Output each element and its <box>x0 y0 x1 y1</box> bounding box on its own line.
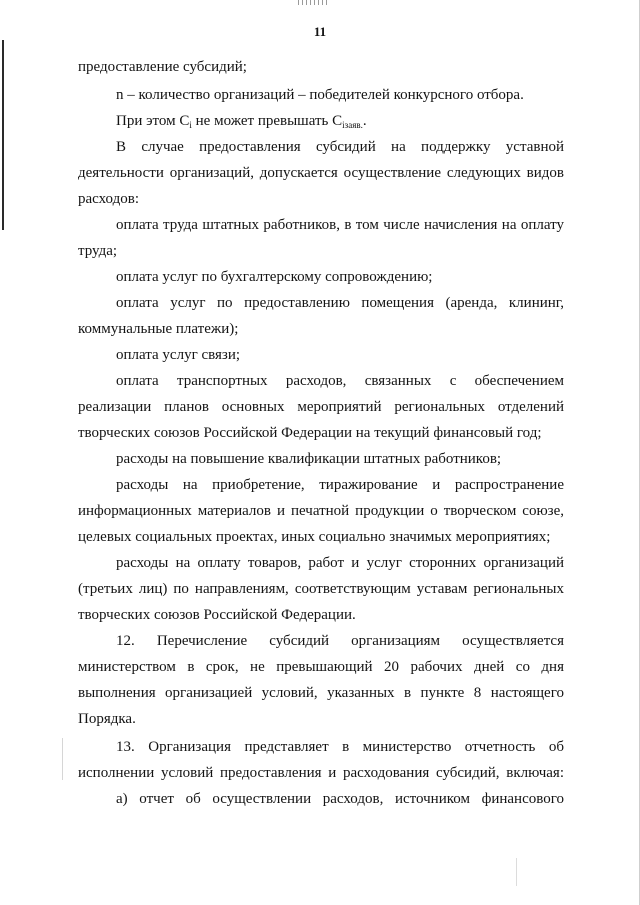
text-line: творческих союзов Российской Федерации. <box>78 607 356 623</box>
text-line: расходы на оплату товаров, работ и услуг сторонних организаций <box>116 555 564 571</box>
text-line: (третьих лиц) по направлениям, соответствующим уставам региональных <box>78 581 564 597</box>
text-line: Порядка. <box>78 711 136 727</box>
text-line: министерством в срок, не превышающий 20 рабочих дней со дня <box>78 659 564 675</box>
text-line: коммунальные платежи); <box>78 321 239 337</box>
text-line: реализации планов основных мероприятий региональных отделений <box>78 399 564 415</box>
text-line: труда; <box>78 243 118 259</box>
text-line: расходы на приобретение, тиражирование и распространение <box>116 477 564 493</box>
text-line: информационных материалов и печатной продукции о творческом союзе, <box>78 503 564 519</box>
text-line: предоставление субсидий; <box>78 59 247 75</box>
text-line: расходы на повышение квалификации штатных работников; <box>116 451 502 467</box>
text-line: 12. Перечисление субсидий организациям осуществляется <box>116 633 564 649</box>
page-number: 11 <box>313 24 327 39</box>
text-line: оплата транспортных расходов, связанных с обеспечением <box>116 373 564 389</box>
text-line: творческих союзов Российской Федерации на текущий финансовый год; <box>78 425 542 441</box>
text-line: целевых социальных проектах, иных социально значимых мероприятиях; <box>78 529 551 545</box>
text-line: выполнения организацией условий, указанных в пункте 8 настоящего <box>78 685 564 701</box>
text-line: n – количество организаций – победителей конкурсного отбора. <box>116 87 524 103</box>
scan-artifact-faint <box>516 858 517 886</box>
scan-artifact-faint <box>62 738 63 780</box>
text-line: оплата услуг связи; <box>116 347 241 363</box>
text-line: а) отчет об осуществлении расходов, источником финансового <box>116 791 564 807</box>
text-line-formula: При этом $C_i$ не может превышать $C_{iзаяв.}$. <box>116 113 367 130</box>
text-line: исполнении условий предоставления и расходования субсидий, включая: <box>78 765 564 781</box>
text-line: 13. Организация представляет в министерство отчетность об <box>116 739 564 755</box>
text-line: оплата услуг по предоставлению помещения (аренда, клининг, <box>116 295 564 311</box>
text-line: оплата услуг по бухгалтерскому сопровождению; <box>116 269 433 285</box>
text-line: деятельности организаций, допускается осуществление следующих видов <box>78 165 564 181</box>
text-line: оплата труда штатных работников, в том числе начисления на оплату <box>116 217 564 233</box>
scan-artifact <box>298 0 328 5</box>
text-line: В случае предоставления субсидий на поддержку уставной <box>116 139 564 155</box>
scan-edge-mark <box>2 40 4 230</box>
text-line: расходов: <box>78 191 139 207</box>
